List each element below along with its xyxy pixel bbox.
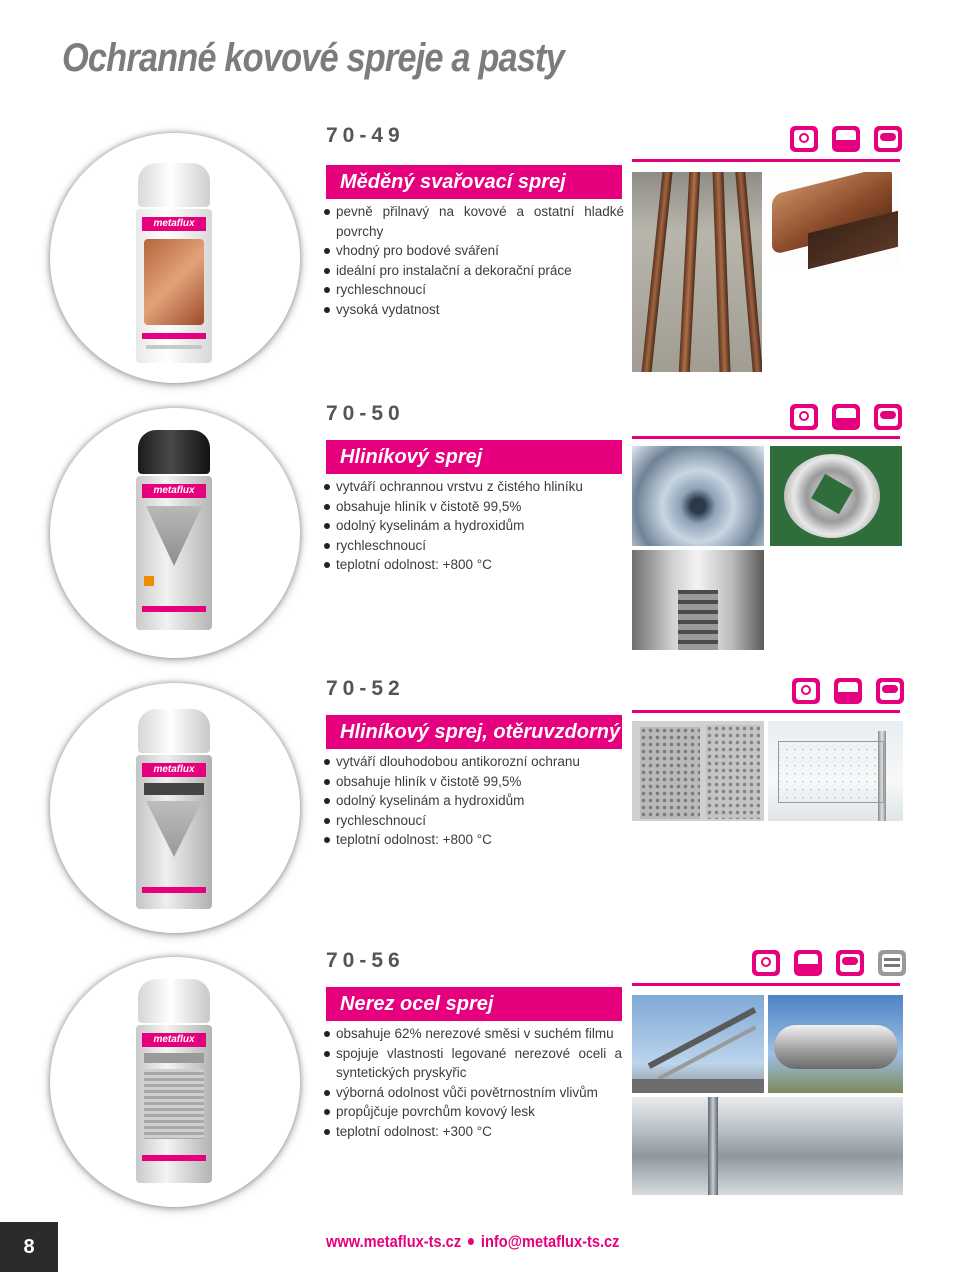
heat-resistance-icon [832, 404, 860, 430]
property-icons [792, 678, 904, 704]
section-rule [632, 159, 900, 162]
spray-can-aluminium: metaflux [136, 430, 212, 630]
list-item: teplotní odolnost: +300 °C [324, 1122, 622, 1142]
list-item: rychleschnoucí [324, 811, 624, 831]
feature-list [324, 202, 624, 319]
weather-resistance-icon [836, 950, 864, 976]
copper-pipes-photo [632, 172, 762, 372]
product-name: Měděný svařovací sprej [326, 165, 622, 199]
list-item: výborná odolnost vůči povětrnostním vlivům [324, 1083, 622, 1103]
list-item: vytváří ochrannou vrstvu z čistého hliníku [324, 477, 624, 497]
website-link[interactable]: www.metaflux-ts.cz [326, 1232, 462, 1251]
product-code: 70-50 [326, 402, 405, 425]
duct-pipe-photo [632, 446, 764, 546]
list-item: teplotní odolnost: +800 °C [324, 830, 624, 850]
list-item: odolný kyselinám a hydroxidům [324, 516, 624, 536]
section-rule [632, 710, 900, 713]
list-item: obsahuje 62% nerezové směsi v suchém filmu [324, 1024, 622, 1044]
property-icons [790, 404, 902, 430]
list-item: rychleschnoucí [324, 536, 624, 556]
list-item: odolný kyselinám a hydroxidům [324, 791, 624, 811]
page-title: Ochranné kovové spreje a pasty [62, 36, 564, 80]
product-image-70-49 [50, 133, 300, 383]
product-code: 70-49 [326, 124, 405, 147]
list-item: vysoká vydatnost [324, 300, 624, 320]
email-link[interactable]: info@metaflux-ts.cz [480, 1232, 620, 1251]
list-item: propůjčuje povrchům kovový lesk [324, 1102, 622, 1122]
product-image-70-52 [50, 683, 300, 933]
staircase-photo [632, 550, 764, 650]
feature-list [324, 477, 624, 575]
heat-resistance-icon [834, 678, 862, 704]
product-code: 70-52 [326, 677, 405, 700]
primer-icon [878, 950, 906, 976]
football-goal-photo [768, 721, 903, 821]
page-number: 8 [0, 1222, 58, 1272]
product-image-70-56 [50, 957, 300, 1207]
list-item: teplotní odolnost: +800 °C [324, 555, 624, 575]
product-name: Hliníkový sprej [326, 440, 622, 474]
feature-list [324, 752, 624, 850]
footer-contacts [326, 1232, 619, 1252]
weather-resistance-icon [874, 404, 902, 430]
heat-resistance-icon [794, 950, 822, 976]
product-code: 70-56 [326, 949, 405, 972]
list-item: pevně přilnavý na kovové a ostatní hladké povrchy [324, 202, 624, 241]
temperature-icon [790, 404, 818, 430]
spray-can-copper: metaflux [136, 163, 212, 363]
list-item: obsahuje hliník v čistotě 99,5% [324, 772, 624, 792]
list-item: spojuje vlastnosti legované nerezové oceli a syntetických pryskyřic [324, 1044, 622, 1083]
product-image-70-50 [50, 408, 300, 658]
section-rule [632, 436, 900, 439]
weather-resistance-icon [874, 126, 902, 152]
spray-can-stainless: metaflux [136, 979, 212, 1183]
stainless-tank-photo [768, 995, 903, 1093]
list-item: ideální pro instalační a dekorační práce [324, 261, 624, 281]
list-item: rychleschnoucí [324, 280, 624, 300]
stainless-stairs-photo [632, 995, 764, 1093]
list-item: vhodný pro bodové sváření [324, 241, 624, 261]
list-item: obsahuje hliník v čistotě 99,5% [324, 497, 624, 517]
spray-can-aluminium-abrasion: metaflux [136, 709, 212, 909]
separator-dot [468, 1238, 474, 1245]
feature-list [324, 1024, 622, 1141]
property-icons [790, 126, 902, 152]
perforated-sheet-photo [632, 721, 764, 821]
aluminium-profile-photo [770, 446, 902, 546]
property-icons [752, 950, 906, 976]
temperature-icon [792, 678, 820, 704]
section-rule [632, 983, 900, 986]
list-item: vytváří dlouhodobou antikorozní ochranu [324, 752, 624, 772]
product-name: Hliníkový sprej, otěruvzdorný [326, 715, 622, 749]
temperature-icon [752, 950, 780, 976]
weather-resistance-icon [876, 678, 904, 704]
heat-resistance-icon [832, 126, 860, 152]
stainless-pipe-photo [632, 1097, 903, 1195]
temperature-icon [790, 126, 818, 152]
product-name: Nerez ocel sprej [326, 987, 622, 1021]
copper-sheet-photo [768, 172, 900, 270]
